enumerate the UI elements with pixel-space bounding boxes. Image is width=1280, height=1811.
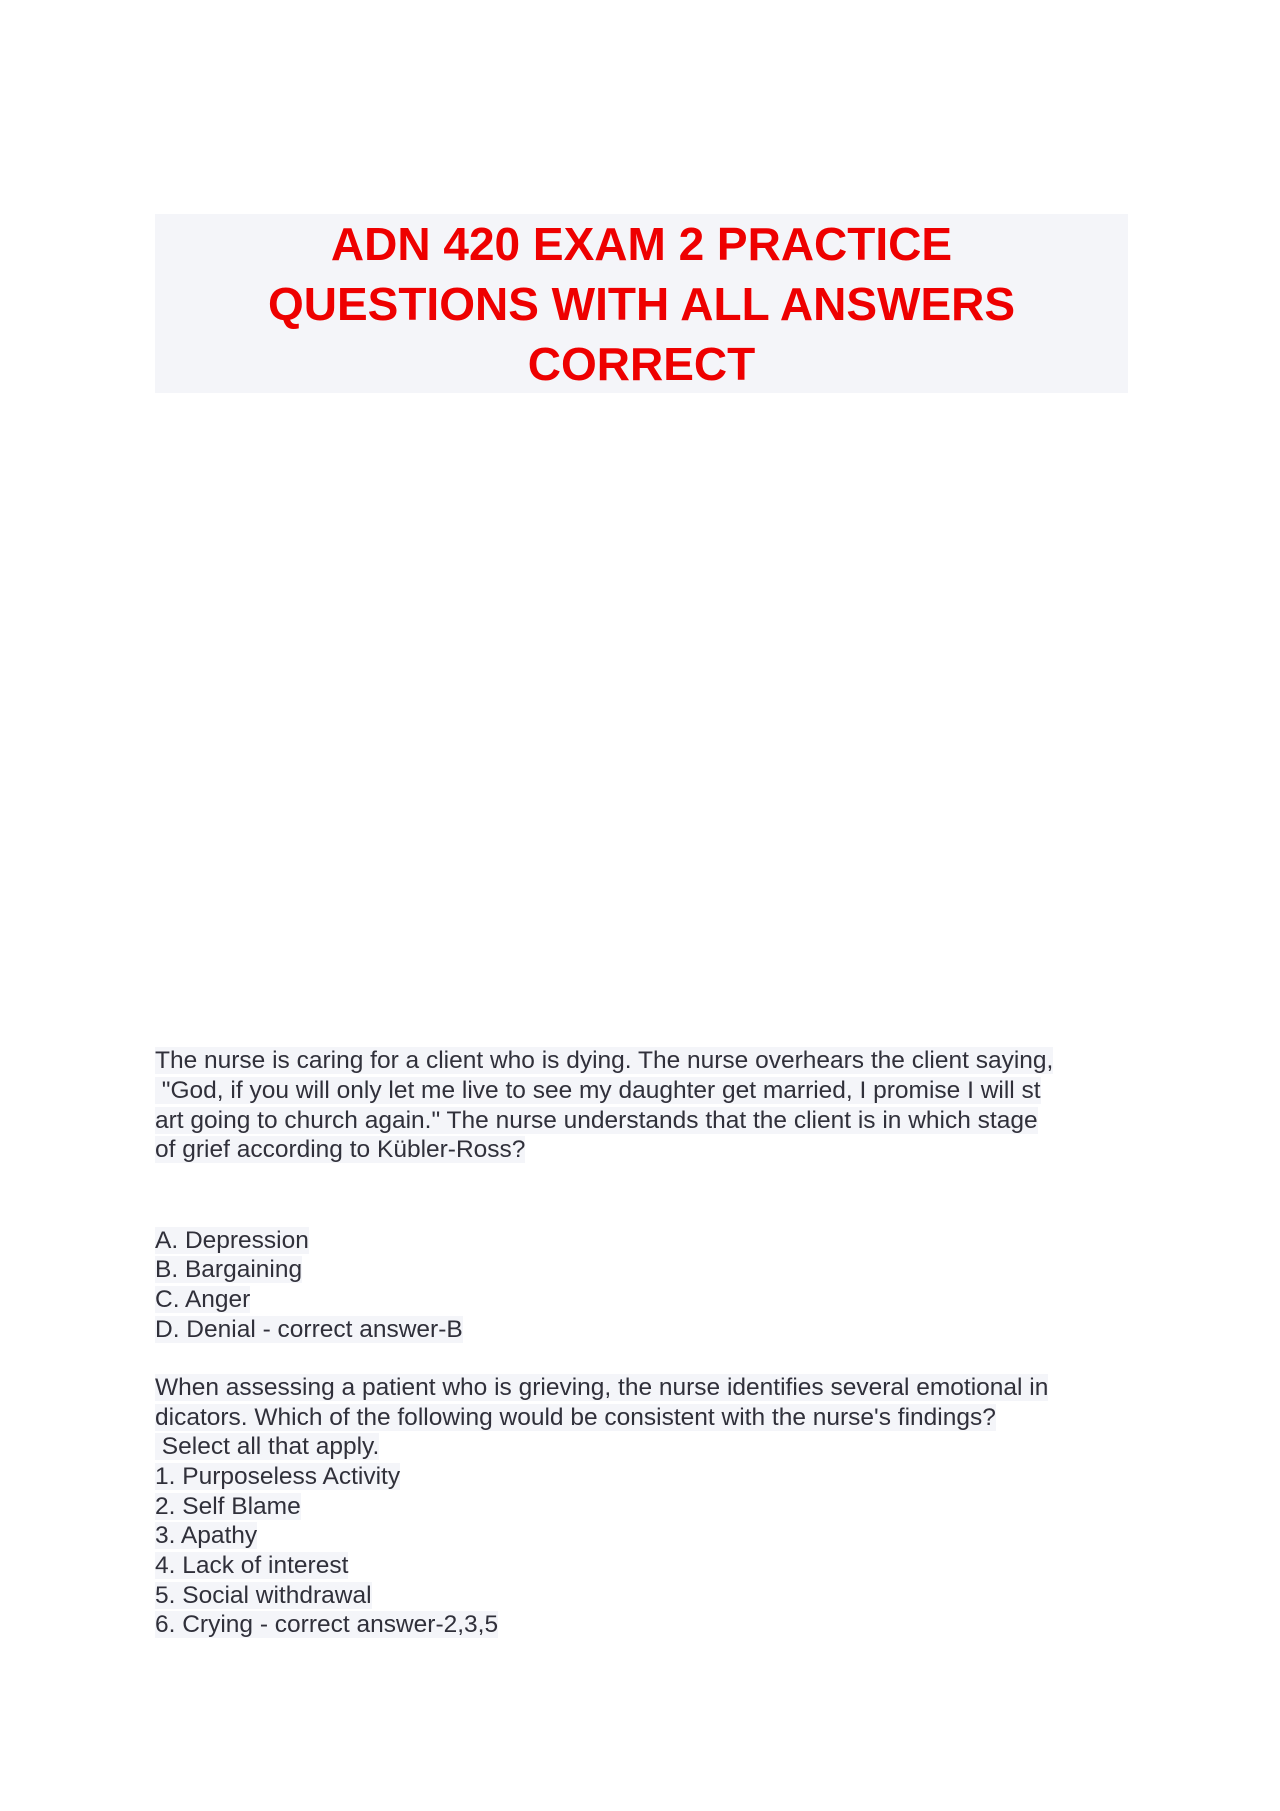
- question-1-option-c: C. Anger: [155, 1286, 251, 1313]
- question-2-option-2: 2. Self Blame: [155, 1493, 301, 1520]
- question-1-stem-line-3: art going to church again." The nurse understands that the client is in which stage: [155, 1107, 1038, 1134]
- document-title-line-1: ADN 420 EXAM 2 PRACTICE: [330, 217, 953, 270]
- question-2-stem-line-3: Select all that apply.: [155, 1433, 380, 1460]
- question-1-option-d-answer: D. Denial - correct answer-B: [155, 1316, 463, 1343]
- question-2-option-4: 4. Lack of interest: [155, 1552, 349, 1579]
- question-1-stem-line-1: The nurse is caring for a client who is dying. The nurse overhears the client saying,: [155, 1047, 1054, 1074]
- question-2-option-3: 3. Apathy: [155, 1522, 258, 1549]
- document-title-banner: [155, 214, 1128, 393]
- question-2-option-5: 5. Social withdrawal: [155, 1582, 372, 1609]
- question-2-option-1: 1. Purposeless Activity: [155, 1463, 401, 1490]
- document-title-line-3: CORRECT: [527, 337, 756, 390]
- question-1-option-b: B. Bargaining: [155, 1256, 303, 1283]
- question-2-option-6-answer: 6. Crying - correct answer-2,3,5: [155, 1611, 499, 1638]
- document-title-line-2: QUESTIONS WITH ALL ANSWERS: [267, 277, 1016, 330]
- question-1-stem-line-2: "God, if you will only let me live to see my daughter get married, I promise I will st: [155, 1077, 1041, 1104]
- question-2-stem-line-1: When assessing a patient who is grieving, the nurse identifies several emotional in: [155, 1374, 1049, 1401]
- question-1-stem-line-4: of grief according to Kübler-Ross?: [155, 1136, 526, 1163]
- question-1-option-a: A. Depression: [155, 1227, 309, 1254]
- question-2-stem-line-2: dicators. Which of the following would be consistent with the nurse's findings?: [155, 1404, 996, 1431]
